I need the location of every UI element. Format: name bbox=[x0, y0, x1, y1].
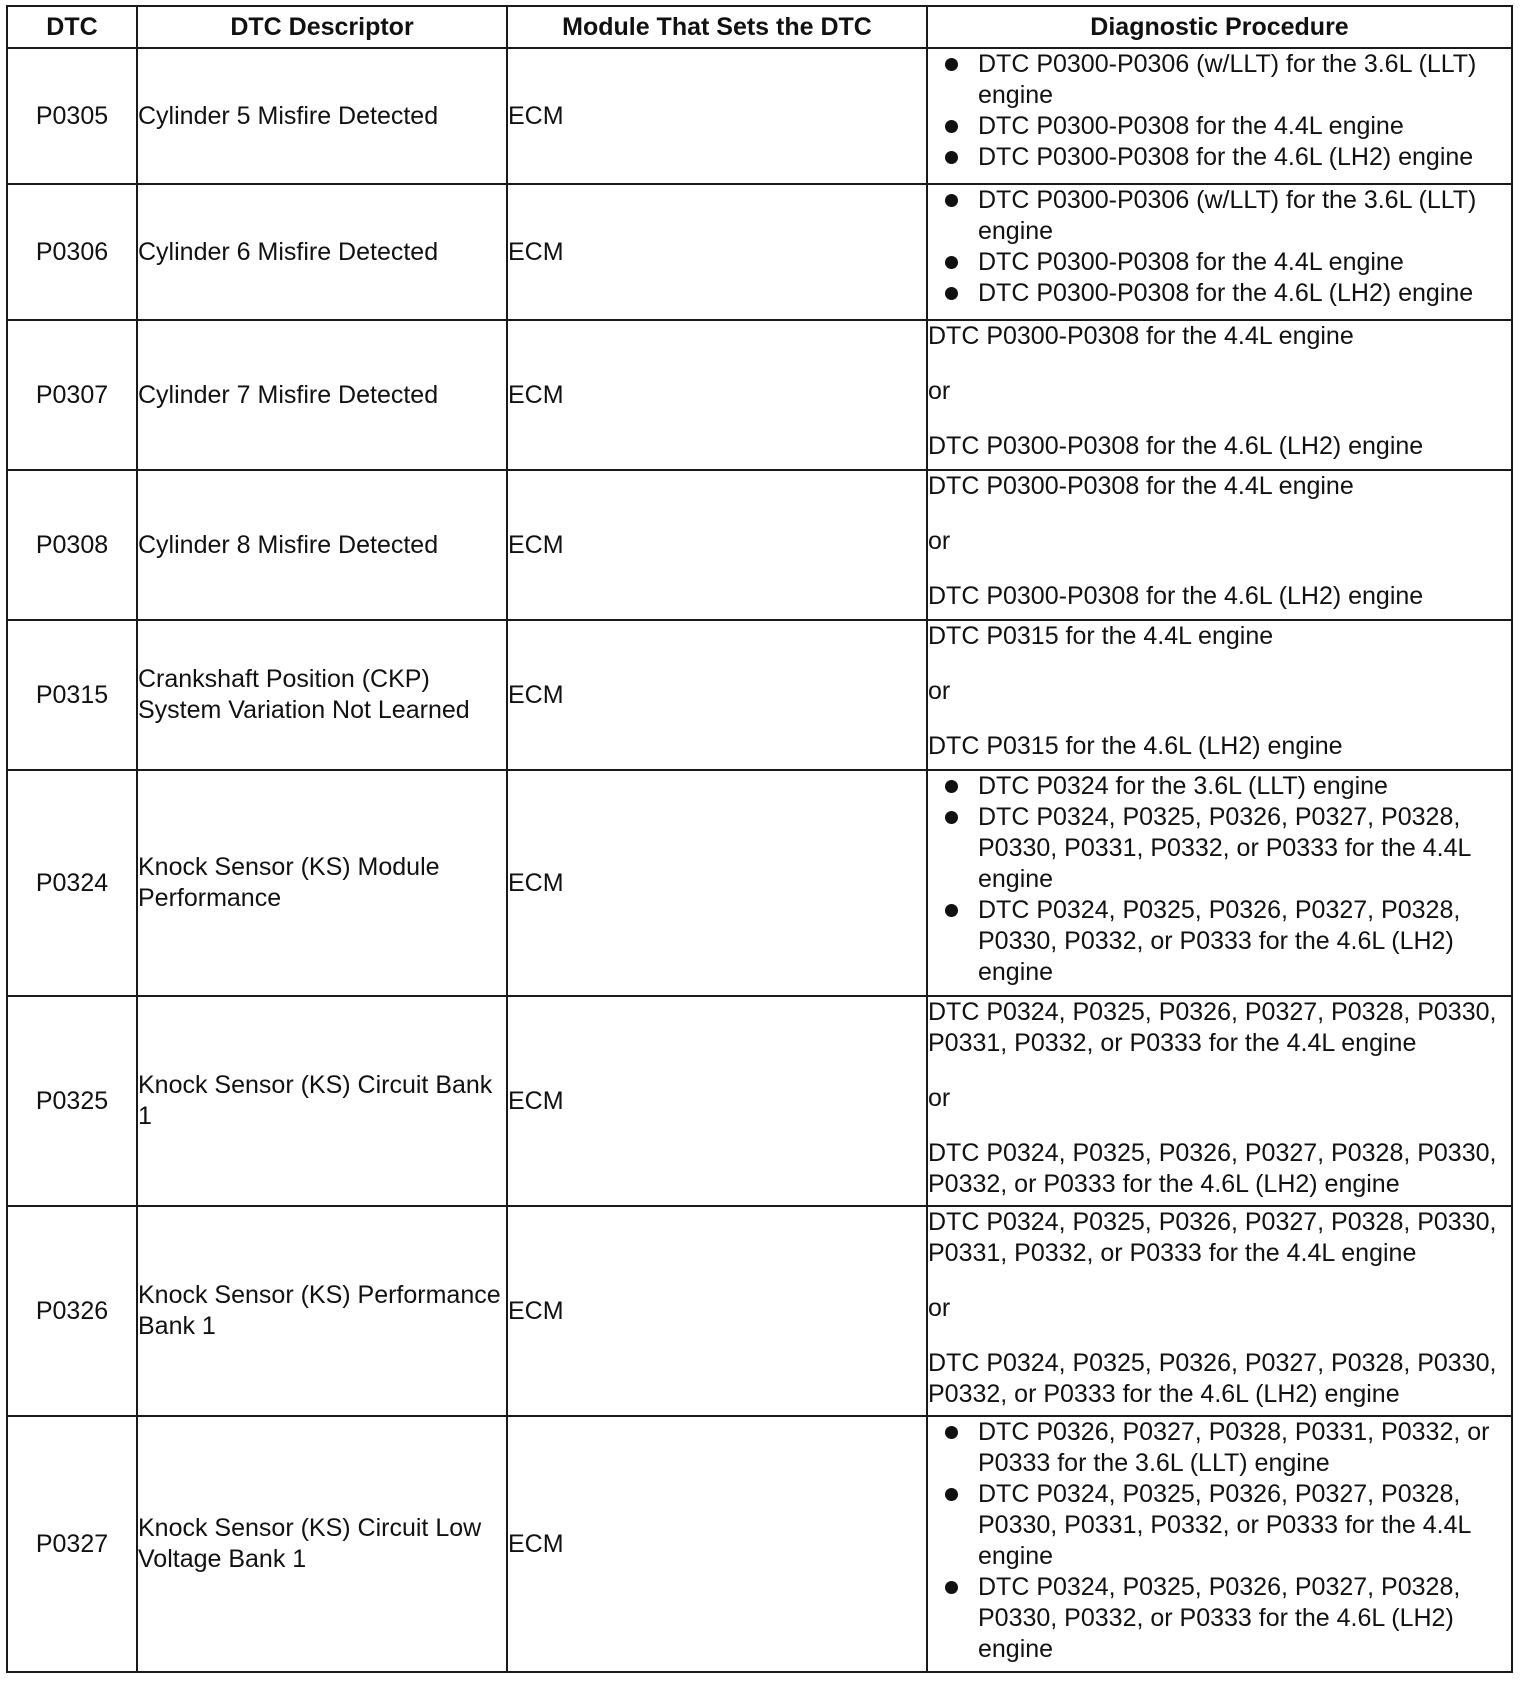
diagnostic-procedure bbox=[927, 320, 1512, 470]
bullet-icon bbox=[945, 1488, 958, 1501]
dtc-module: ECM bbox=[507, 320, 927, 470]
procedure-paragraph: DTC P0324, P0325, P0326, P0327, P0328, P0330, P0332, or P0333 for the 4.6L (LH2) engine bbox=[928, 1349, 1497, 1408]
bullet-icon bbox=[945, 256, 958, 269]
table-row bbox=[7, 48, 1512, 184]
procedure-paragraph: DTC P0315 for the 4.4L engine bbox=[928, 622, 1274, 650]
dtc-module: ECM bbox=[507, 770, 927, 996]
procedure-list-item bbox=[928, 802, 1511, 895]
procedure-list-item bbox=[928, 1572, 1511, 1665]
table-row bbox=[7, 996, 1512, 1206]
dtc-module: ECM bbox=[507, 184, 927, 320]
dtc-module: ECM bbox=[507, 470, 927, 620]
procedure-text: DTC P0300-P0306 (w/LLT) for the 3.6L (LLT) engine bbox=[978, 186, 1477, 245]
procedure-list bbox=[928, 49, 1511, 173]
procedure-text: DTC P0324, P0325, P0326, P0327, P0328, P0330, P0332, or P0333 for the 4.6L (LH2) engine bbox=[978, 896, 1461, 986]
table-row bbox=[7, 1206, 1512, 1416]
paragraph-spacer bbox=[928, 1269, 1511, 1293]
diagnostic-procedure bbox=[927, 996, 1512, 1206]
diagnostic-procedure bbox=[927, 184, 1512, 320]
table-row bbox=[7, 1416, 1512, 1672]
paragraph-spacer bbox=[928, 407, 1511, 431]
procedure-text: DTC P0324, P0325, P0326, P0327, P0328, P0330, P0331, P0332, or P0333 for the 4.4L engine bbox=[978, 1480, 1471, 1570]
bullet-icon bbox=[945, 151, 958, 164]
procedure-list-item bbox=[928, 278, 1511, 309]
procedure-paragraph: or bbox=[928, 677, 951, 705]
procedure-text: DTC P0300-P0306 (w/LLT) for the 3.6L (LLT) engine bbox=[978, 50, 1477, 109]
dtc-module: ECM bbox=[507, 48, 927, 184]
procedure-list-item bbox=[928, 1417, 1511, 1479]
dtc-table bbox=[6, 5, 1513, 1673]
paragraph-spacer bbox=[928, 502, 1511, 526]
procedure-text: DTC P0300-P0308 for the 4.4L engine bbox=[978, 248, 1404, 276]
procedure-text: DTC P0324 for the 3.6L (LLT) engine bbox=[978, 772, 1388, 800]
bullet-icon bbox=[945, 904, 958, 917]
procedure-list-item bbox=[928, 142, 1511, 173]
procedure-paragraph: or bbox=[928, 377, 951, 405]
procedure-text: DTC P0300-P0308 for the 4.4L engine bbox=[978, 112, 1404, 140]
dtc-descriptor: Cylinder 7 Misfire Detected bbox=[137, 320, 507, 470]
dtc-descriptor: Knock Sensor (KS) Circuit Bank 1 bbox=[137, 996, 507, 1206]
diagnostic-procedure bbox=[927, 1206, 1512, 1416]
procedure-paragraph: DTC P0324, P0325, P0326, P0327, P0328, P0330, P0331, P0332, or P0333 for the 4.4L engine bbox=[928, 1208, 1497, 1267]
table-row bbox=[7, 620, 1512, 770]
dtc-code: P0325 bbox=[7, 996, 137, 1206]
bullet-icon bbox=[945, 1581, 958, 1594]
procedure-list-item bbox=[928, 111, 1511, 142]
dtc-code: P0305 bbox=[7, 48, 137, 184]
bullet-icon bbox=[945, 58, 958, 71]
header-row bbox=[7, 6, 1512, 48]
dtc-descriptor: Crankshaft Position (CKP) System Variation Not Learned bbox=[137, 620, 507, 770]
paragraph-spacer bbox=[928, 707, 1511, 731]
procedure-paragraph: DTC P0324, P0325, P0326, P0327, P0328, P0330, P0332, or P0333 for the 4.6L (LH2) engine bbox=[928, 1139, 1497, 1198]
dtc-module: ECM bbox=[507, 1206, 927, 1416]
procedure-list-item bbox=[928, 185, 1511, 247]
dtc-module: ECM bbox=[507, 996, 927, 1206]
paragraph-spacer bbox=[928, 557, 1511, 581]
dtc-code: P0307 bbox=[7, 320, 137, 470]
procedure-list-item bbox=[928, 1479, 1511, 1572]
procedure-paragraph: DTC P0300-P0308 for the 4.4L engine bbox=[928, 322, 1354, 350]
dtc-descriptor: Cylinder 5 Misfire Detected bbox=[137, 48, 507, 184]
procedure-list bbox=[928, 771, 1511, 988]
dtc-descriptor: Knock Sensor (KS) Circuit Low Voltage Bank 1 bbox=[137, 1416, 507, 1672]
paragraph-spacer bbox=[928, 352, 1511, 376]
dtc-code: P0308 bbox=[7, 470, 137, 620]
procedure-list bbox=[928, 185, 1511, 309]
dtc-code: P0324 bbox=[7, 770, 137, 996]
dtc-descriptor: Knock Sensor (KS) Module Performance bbox=[137, 770, 507, 996]
diagnostic-procedure bbox=[927, 770, 1512, 996]
header-dtc: DTC bbox=[7, 6, 137, 48]
dtc-descriptor: Cylinder 8 Misfire Detected bbox=[137, 470, 507, 620]
paragraph-spacer bbox=[928, 1324, 1511, 1348]
procedure-list-item bbox=[928, 771, 1511, 802]
diagnostic-procedure bbox=[927, 620, 1512, 770]
dtc-code: P0306 bbox=[7, 184, 137, 320]
table-row bbox=[7, 184, 1512, 320]
bullet-icon bbox=[945, 780, 958, 793]
header-dtc-descriptor: DTC Descriptor bbox=[137, 6, 507, 48]
header-module: Module That Sets the DTC bbox=[507, 6, 927, 48]
procedure-paragraph: DTC P0300-P0308 for the 4.4L engine bbox=[928, 472, 1354, 500]
bullet-icon bbox=[945, 194, 958, 207]
paragraph-spacer bbox=[928, 1114, 1511, 1138]
table-body bbox=[7, 48, 1512, 1672]
bullet-icon bbox=[945, 287, 958, 300]
diagnostic-procedure bbox=[927, 1416, 1512, 1672]
procedure-paragraph: or bbox=[928, 527, 951, 555]
dtc-code: P0327 bbox=[7, 1416, 137, 1672]
procedure-paragraph: or bbox=[928, 1294, 951, 1322]
procedure-text: DTC P0300-P0308 for the 4.6L (LH2) engine bbox=[978, 279, 1474, 307]
bullet-icon bbox=[945, 811, 958, 824]
procedure-list-item bbox=[928, 247, 1511, 278]
procedure-paragraph: or bbox=[928, 1084, 951, 1112]
dtc-code: P0315 bbox=[7, 620, 137, 770]
procedure-list-item bbox=[928, 49, 1511, 111]
dtc-module: ECM bbox=[507, 620, 927, 770]
procedure-paragraph: DTC P0315 for the 4.6L (LH2) engine bbox=[928, 732, 1343, 760]
dtc-descriptor: Cylinder 6 Misfire Detected bbox=[137, 184, 507, 320]
bullet-icon bbox=[945, 1426, 958, 1439]
procedure-list-item bbox=[928, 895, 1511, 988]
procedure-paragraph: DTC P0300-P0308 for the 4.6L (LH2) engine bbox=[928, 582, 1424, 610]
procedure-text: DTC P0300-P0308 for the 4.6L (LH2) engine bbox=[978, 143, 1474, 171]
table-row bbox=[7, 770, 1512, 996]
header-diagnostic-procedure: Diagnostic Procedure bbox=[927, 6, 1512, 48]
procedure-text: DTC P0324, P0325, P0326, P0327, P0328, P0330, P0331, P0332, or P0333 for the 4.4L engine bbox=[978, 803, 1471, 893]
diagnostic-procedure bbox=[927, 48, 1512, 184]
procedure-text: DTC P0326, P0327, P0328, P0331, P0332, or P0333 for the 3.6L (LLT) engine bbox=[978, 1418, 1490, 1477]
table-row bbox=[7, 320, 1512, 470]
dtc-code: P0326 bbox=[7, 1206, 137, 1416]
paragraph-spacer bbox=[928, 1059, 1511, 1083]
paragraph-spacer bbox=[928, 652, 1511, 676]
procedure-paragraph: DTC P0324, P0325, P0326, P0327, P0328, P0330, P0331, P0332, or P0333 for the 4.4L engine bbox=[928, 998, 1497, 1057]
dtc-descriptor: Knock Sensor (KS) Performance Bank 1 bbox=[137, 1206, 507, 1416]
procedure-text: DTC P0324, P0325, P0326, P0327, P0328, P0330, P0332, or P0333 for the 4.6L (LH2) engine bbox=[978, 1573, 1461, 1663]
procedure-list bbox=[928, 1417, 1511, 1665]
table-row bbox=[7, 470, 1512, 620]
procedure-paragraph: DTC P0300-P0308 for the 4.6L (LH2) engine bbox=[928, 432, 1424, 460]
bullet-icon bbox=[945, 120, 958, 133]
dtc-module: ECM bbox=[507, 1416, 927, 1672]
table-header bbox=[7, 6, 1512, 48]
diagnostic-procedure bbox=[927, 470, 1512, 620]
